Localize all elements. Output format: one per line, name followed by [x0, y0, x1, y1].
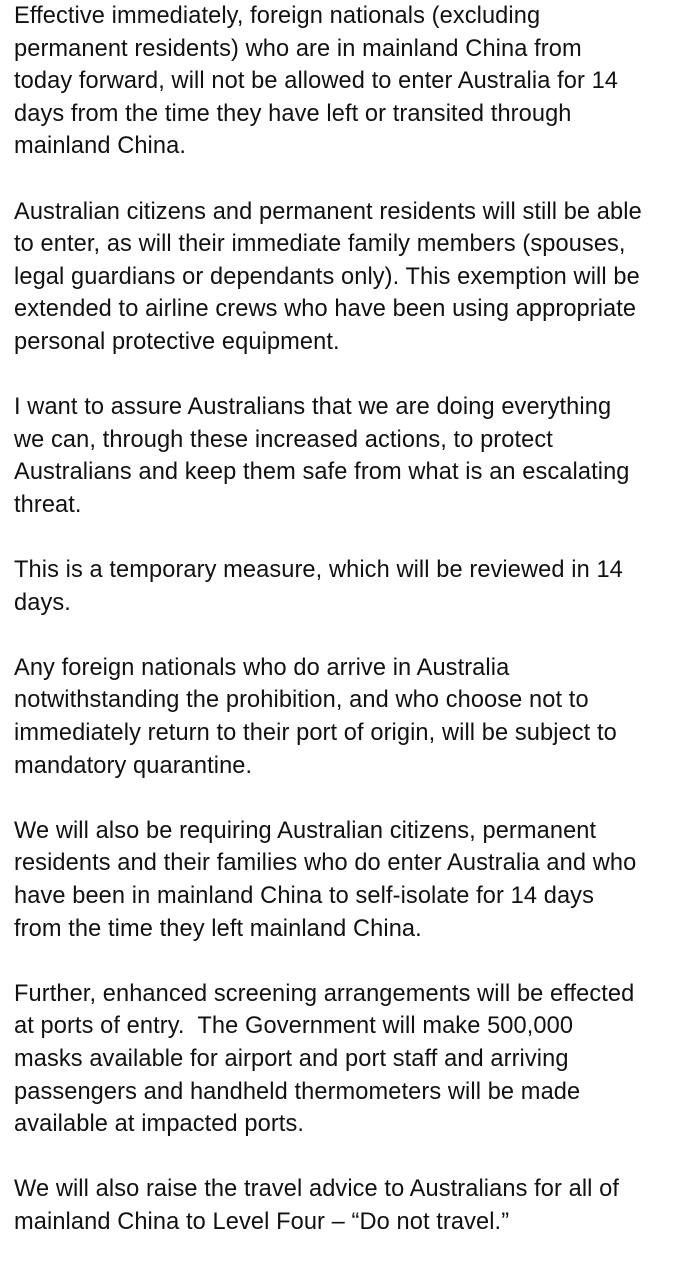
paragraph-travel-restriction	[14, 0, 682, 163]
text-line: I want to assure Australians that we are doing everything	[14, 394, 612, 421]
text-line: to enter, as will their immediate family members (spouses,	[14, 231, 626, 258]
document-body	[14, 0, 682, 1271]
text-line: permanent residents) who are in mainland China from	[14, 35, 582, 62]
text-line: threat.	[14, 491, 82, 518]
text-line: immediately return to their port of origin, will be subject to	[14, 720, 617, 747]
paragraph-quarantine	[14, 652, 682, 782]
text-line: at ports of entry. The Government will make 500,000	[14, 1013, 574, 1040]
text-line: Effective immediately, foreign nationals (excluding	[14, 3, 541, 29]
text-line: extended to airline crews who have been using appropriate	[14, 296, 637, 323]
text-line: We will also raise the travel advice to Australians for all of	[14, 1176, 620, 1203]
text-line: mainland China to Level Four – “Do not travel.”	[14, 1208, 510, 1235]
text-line: today forward, will not be allowed to enter Australia for 14	[14, 68, 619, 95]
text-line: residents and their families who do enter Australia and who	[14, 850, 637, 877]
text-line: This is a temporary measure, which will be reviewed in 14	[14, 557, 623, 584]
paragraph-travel-advice	[14, 1173, 682, 1238]
text-line: personal protective equipment.	[14, 328, 340, 355]
paragraph-screening	[14, 978, 682, 1141]
text-line: notwithstanding the prohibition, and who choose not to	[14, 687, 589, 714]
text-line: Further, enhanced screening arrangements will be effected	[14, 980, 635, 1007]
text-line: mandatory quarantine.	[14, 752, 253, 779]
text-line: available at impacted ports.	[14, 1111, 305, 1138]
text-line: masks available for airport and port staff and arriving	[14, 1046, 569, 1072]
paragraph-self-isolation	[14, 815, 682, 945]
text-line: mainland China.	[14, 133, 187, 160]
text-line: days.	[14, 589, 71, 616]
paragraph-temporary-measure	[14, 554, 682, 619]
paragraph-assurance	[14, 391, 682, 521]
text-line: we can, through these increased actions, to protect	[14, 426, 553, 453]
text-line: We will also be requiring Australian citizens, permanent	[14, 817, 597, 844]
text-line: legal guardians or dependants only). This exemption will be	[14, 263, 640, 290]
paragraph-exemptions	[14, 196, 682, 359]
text-line: passengers and handheld thermometers will be made	[14, 1078, 581, 1105]
text-line: days from the time they have left or transited through	[14, 100, 572, 127]
text-line: Any foreign nationals who do arrive in Australia	[14, 654, 510, 681]
text-line: from the time they left mainland China.	[14, 915, 422, 942]
text-line: Australians and keep them safe from what is an escalating	[14, 459, 630, 486]
text-line: Australian citizens and permanent residents will still be able	[14, 198, 642, 225]
text-line: have been in mainland China to self-isolate for 14 days	[14, 883, 594, 910]
